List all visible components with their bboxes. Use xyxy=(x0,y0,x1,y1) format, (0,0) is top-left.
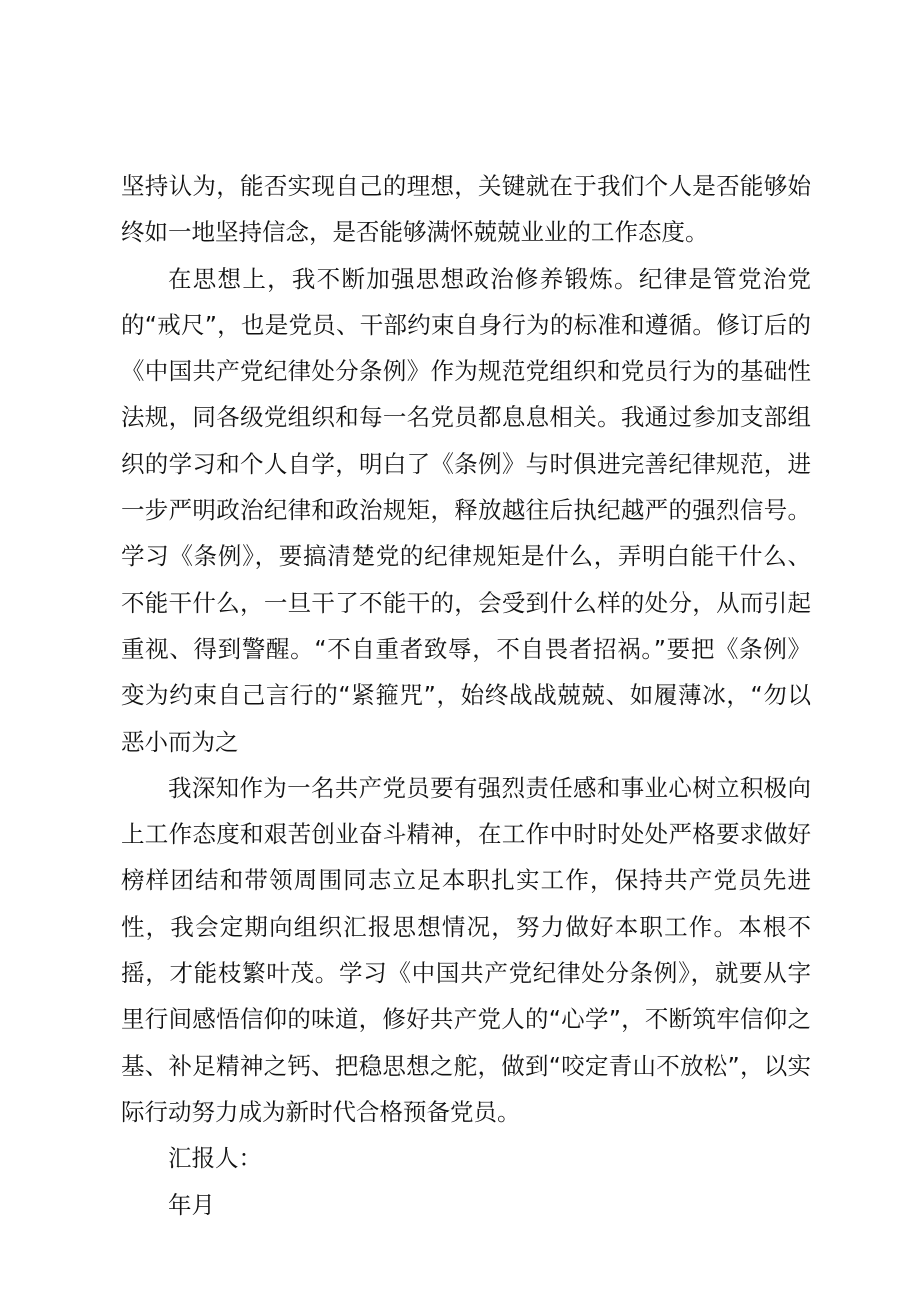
paragraph-2: 在思想上，我不断加强思想政治修养锻炼。纪律是管党治党的“戒尺”，也是党员、干部约束自身行为的标准和遵循。修订后的《中国共产党纪律处分条例》作为规范党组织和党员行为的基础性法规，同各级党组织和每一名党员都息息相关。我通过参加支部组织的学习和个人自学，明白了《条例》与时俱进完善纪律规范，进一步严明政治纪律和政治规矩，释放越往后执纪越严的强烈信号。学习《条例》，要搞清楚党的纪律规矩是什么，弄明白能干什么、不能干什么，一旦干了不能干的，会受到什么样的处分，从而引起重视、得到警醒。“不自重者致辱，不自畏者招祸。”要把《条例》变为约束自己言行的“紧箍咒”，始终战战兢兢、如履薄冰，“勿以恶小而为之 xyxy=(121,264,811,756)
reporter-label: 汇报人： xyxy=(168,1144,262,1173)
paragraph-1: 坚持认为，能否实现自己的理想，关键就在于我们个人是否能够始终如一地坚持信念，是否能够满怀兢兢业业的工作态度。 xyxy=(121,172,811,247)
date-label: 年月 xyxy=(168,1190,215,1219)
document-body xyxy=(121,163,811,1228)
paragraph-3: 我深知作为一名共产党员要有强烈责任感和事业心树立积极向上工作态度和艰苦创业奋斗精神，在工作中时时处处严格要求做好榜样团结和带领周围同志立足本职扎实工作，保持共产党员先进性，我会定期向组织汇报思想情况，努力做好本职工作。本根不摇，才能枝繁叶茂。学习《中国共产党纪律处分条例》，就要从字里行间感悟信仰的味道，修好共产党人的“心学”，不断筑牢信仰之基、补足精神之钙、把稳思想之舵，做到“咬定青山不放松”，以实际行动努力成为新时代合格预备党员。 xyxy=(121,773,811,1126)
